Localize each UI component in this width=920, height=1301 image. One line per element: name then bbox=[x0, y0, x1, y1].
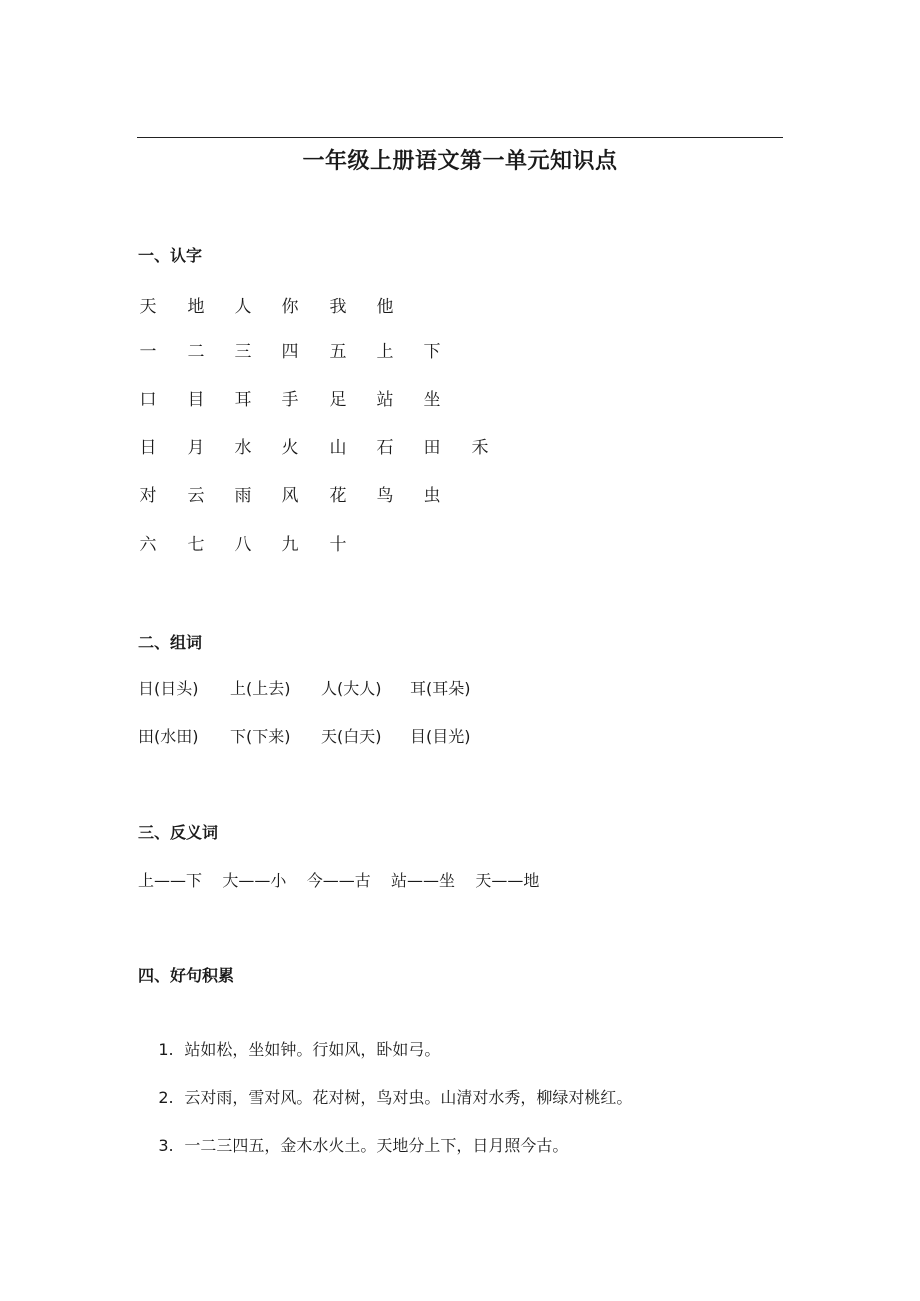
character: 二 bbox=[187, 342, 205, 362]
character: 天 bbox=[139, 297, 157, 317]
character: 花 bbox=[329, 486, 347, 506]
character: 对 bbox=[139, 486, 157, 506]
section-heading-antonyms: 三、反义词 bbox=[138, 823, 219, 842]
character: 山 bbox=[329, 438, 347, 458]
character: 鸟 bbox=[376, 486, 394, 506]
character: 耳 bbox=[234, 390, 252, 410]
character: 四 bbox=[281, 342, 299, 362]
character: 七 bbox=[187, 535, 205, 555]
word-pair: 人(大人) bbox=[321, 679, 382, 698]
character: 下 bbox=[423, 342, 441, 362]
character: 风 bbox=[281, 486, 299, 506]
sentence-number: 1. bbox=[158, 1040, 174, 1059]
word-pair: 日(日头) bbox=[138, 679, 199, 698]
character: 五 bbox=[329, 342, 347, 362]
sentence-number: 3. bbox=[158, 1136, 174, 1155]
character: 火 bbox=[281, 438, 299, 458]
character: 一 bbox=[139, 342, 157, 362]
word-pair: 目(目光) bbox=[410, 727, 471, 746]
sentence-text: 一二三四五，金木水火土。天地分上下，日月照今古。 bbox=[184, 1136, 569, 1155]
word-pair: 天(白天) bbox=[321, 727, 382, 746]
section-heading-recognize-characters: 一、认字 bbox=[138, 246, 203, 265]
character: 田 bbox=[423, 438, 441, 458]
character: 雨 bbox=[234, 486, 252, 506]
character: 你 bbox=[281, 297, 299, 317]
character: 上 bbox=[376, 342, 394, 362]
sentence-item bbox=[138, 1107, 568, 1185]
character: 他 bbox=[376, 297, 394, 317]
character: 足 bbox=[329, 390, 347, 410]
document-title: 一年级上册语文第一单元知识点 bbox=[302, 149, 618, 174]
word-pair: 下(下来) bbox=[230, 727, 291, 746]
character: 禾 bbox=[471, 438, 489, 458]
character: 月 bbox=[187, 438, 205, 458]
character: 九 bbox=[281, 535, 299, 555]
character: 站 bbox=[376, 390, 394, 410]
character: 我 bbox=[329, 297, 347, 317]
character: 石 bbox=[376, 438, 394, 458]
sentence-text: 云对雨，雪对风。花对树，鸟对虫。山清对水秀，柳绿对桃红。 bbox=[184, 1088, 633, 1107]
character: 八 bbox=[234, 535, 252, 555]
antonym-pairs: 上——下 大——小 今——古 站——坐 天——地 bbox=[138, 871, 540, 890]
character: 手 bbox=[281, 390, 299, 410]
section-heading-word-building: 二、组词 bbox=[138, 633, 203, 652]
character: 人 bbox=[234, 297, 252, 317]
word-pair: 耳(耳朵) bbox=[410, 679, 471, 698]
character: 口 bbox=[139, 390, 157, 410]
character: 水 bbox=[234, 438, 252, 458]
sentence-text: 站如松，坐如钟。行如风，卧如弓。 bbox=[184, 1040, 441, 1059]
character: 目 bbox=[187, 390, 205, 410]
sentence-number: 2. bbox=[158, 1088, 174, 1107]
character: 云 bbox=[187, 486, 205, 506]
header-rule bbox=[137, 137, 783, 138]
character: 三 bbox=[234, 342, 252, 362]
character: 日 bbox=[139, 438, 157, 458]
section-heading-good-sentences: 四、好句积累 bbox=[138, 966, 235, 985]
character: 坐 bbox=[423, 390, 441, 410]
word-pair: 上(上去) bbox=[230, 679, 291, 698]
character: 十 bbox=[329, 535, 347, 555]
character: 虫 bbox=[423, 486, 441, 506]
character: 六 bbox=[139, 535, 157, 555]
word-pair: 田(水田) bbox=[138, 727, 199, 746]
character: 地 bbox=[187, 297, 205, 317]
